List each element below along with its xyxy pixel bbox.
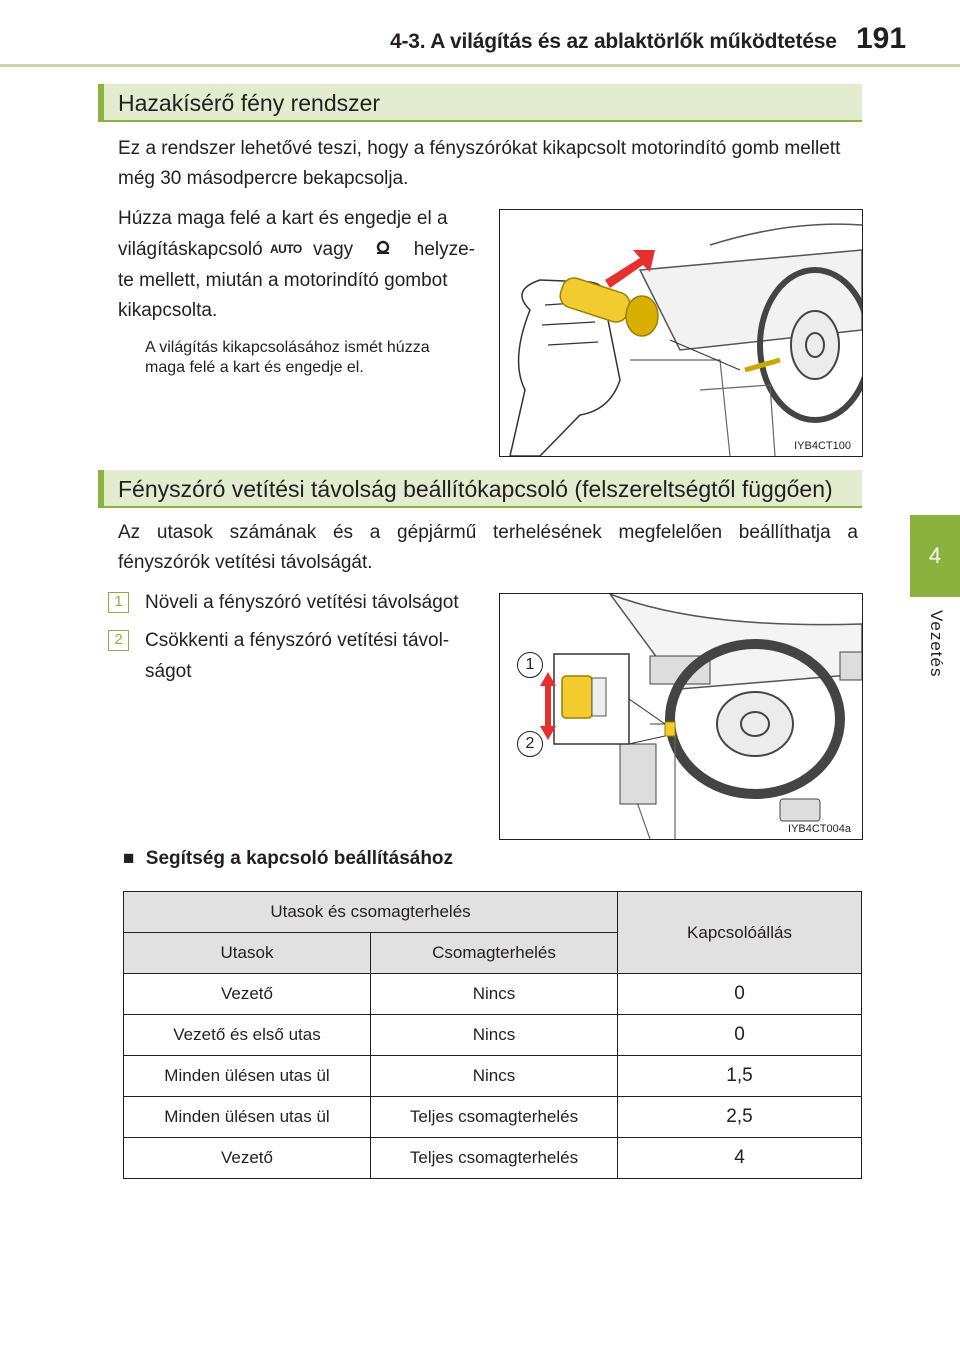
instruction-text: világításkapcsoló — [118, 239, 263, 260]
item-number-2: 2 — [108, 630, 129, 651]
instruction-line-2 — [118, 234, 488, 266]
instruction-line-1: Húzza maga felé a kart és engedje el a — [118, 208, 448, 229]
leveling-dial-illustration — [499, 593, 863, 840]
item-1-line: Növeli a fényszóró vetítési távolságot — [145, 592, 459, 613]
header-passengers: Utasok — [124, 933, 371, 974]
cell-position: 1,5 — [618, 1056, 862, 1097]
instruction-text: vagy — [313, 239, 354, 260]
table-row — [124, 1056, 862, 1097]
cell-passengers: Vezető és első utas — [124, 1015, 371, 1056]
note-line-2: maga felé a kart és engedje el. — [145, 359, 364, 376]
section-heading-follow-me-home — [98, 84, 862, 122]
callout-1: 1 — [517, 652, 543, 678]
illustration-code: IYB4CT100 — [791, 440, 854, 452]
headlight-symbol-icon — [372, 236, 394, 266]
table-subheading — [123, 848, 453, 870]
cell-luggage: Nincs — [371, 974, 618, 1015]
table-header-row — [124, 892, 862, 933]
bullet-square: ■ — [123, 848, 135, 869]
header-luggage: Csomagterhelés — [371, 933, 618, 974]
section2-intro-line-2: fényszórók vetítési távolságát. — [118, 552, 373, 573]
header-switch-position: Kapcsolóállás — [618, 892, 862, 974]
instruction-line-4: kikapcsolta. — [118, 300, 218, 321]
header-rule — [0, 64, 960, 67]
section-heading-headlight-leveling — [98, 470, 862, 508]
chapter-title: 4-3. A világítás és az ablaktörlők működtetése — [390, 30, 837, 53]
section-heading-text: Hazakísérő fény rendszer — [118, 90, 381, 116]
section-heading-text: Fényszóró vetítési távolság beállítókapcsoló (felszereltségtől függően) — [118, 476, 833, 502]
callout-2: 2 — [517, 731, 543, 757]
illustration-code: IYB4CT004a — [785, 823, 854, 835]
section1-intro: Ez a rendszer lehetővé teszi, hogy a fényszórókat kikapcsolt motorindító gomb mellett még 30 másodpercre bekapcsolja. — [118, 138, 841, 189]
cell-position: 2,5 — [618, 1097, 862, 1138]
item-2-text — [145, 625, 490, 687]
section1-instruction — [118, 204, 488, 326]
cell-passengers: Minden ülésen utas ül — [124, 1056, 371, 1097]
section1-note — [145, 338, 490, 378]
section2-intro-line-1: Az utasok számának és a gépjármű terhelésének megfelelően beállíthatja a — [118, 522, 858, 543]
cell-luggage: Nincs — [371, 1056, 618, 1097]
header-group: Utasok és csomagterhelés — [124, 892, 618, 933]
table-row — [124, 974, 862, 1015]
item-1-text — [145, 587, 490, 618]
table-row — [124, 1097, 862, 1138]
instruction-text: helyze- — [413, 239, 475, 260]
leveling-table — [123, 891, 862, 1179]
table-row — [124, 1138, 862, 1179]
chapter-tab-label: Vezetés — [927, 610, 946, 678]
chapter-tab: 4 — [910, 515, 960, 597]
item-2-line-2: ságot — [145, 661, 192, 682]
cell-passengers: Vezető — [124, 1138, 371, 1179]
table-row — [124, 1015, 862, 1056]
section2-intro — [118, 518, 858, 578]
cell-position: 4 — [618, 1138, 862, 1179]
cell-position: 0 — [618, 1015, 862, 1056]
instruction-line-3: te mellett, miután a motorindító gombot — [118, 270, 448, 291]
page-number: 191 — [856, 22, 907, 55]
item-number-1: 1 — [108, 592, 129, 613]
lever-pull-illustration — [499, 209, 863, 457]
subheading-text: Segítség a kapcsoló beállításához — [145, 848, 454, 869]
cell-luggage: Teljes csomagterhelés — [371, 1138, 618, 1179]
item-2-line-1: Csökkenti a fényszóró vetítési távol- — [145, 630, 450, 651]
auto-symbol: AUTO — [269, 242, 302, 256]
cell-position: 0 — [618, 974, 862, 1015]
cell-passengers: Minden ülésen utas ül — [124, 1097, 371, 1138]
note-line-1: A világítás kikapcsolásához ismét húzza — [145, 339, 430, 356]
cell-luggage: Nincs — [371, 1015, 618, 1056]
cell-passengers: Vezető — [124, 974, 371, 1015]
cell-luggage: Teljes csomagterhelés — [371, 1097, 618, 1138]
